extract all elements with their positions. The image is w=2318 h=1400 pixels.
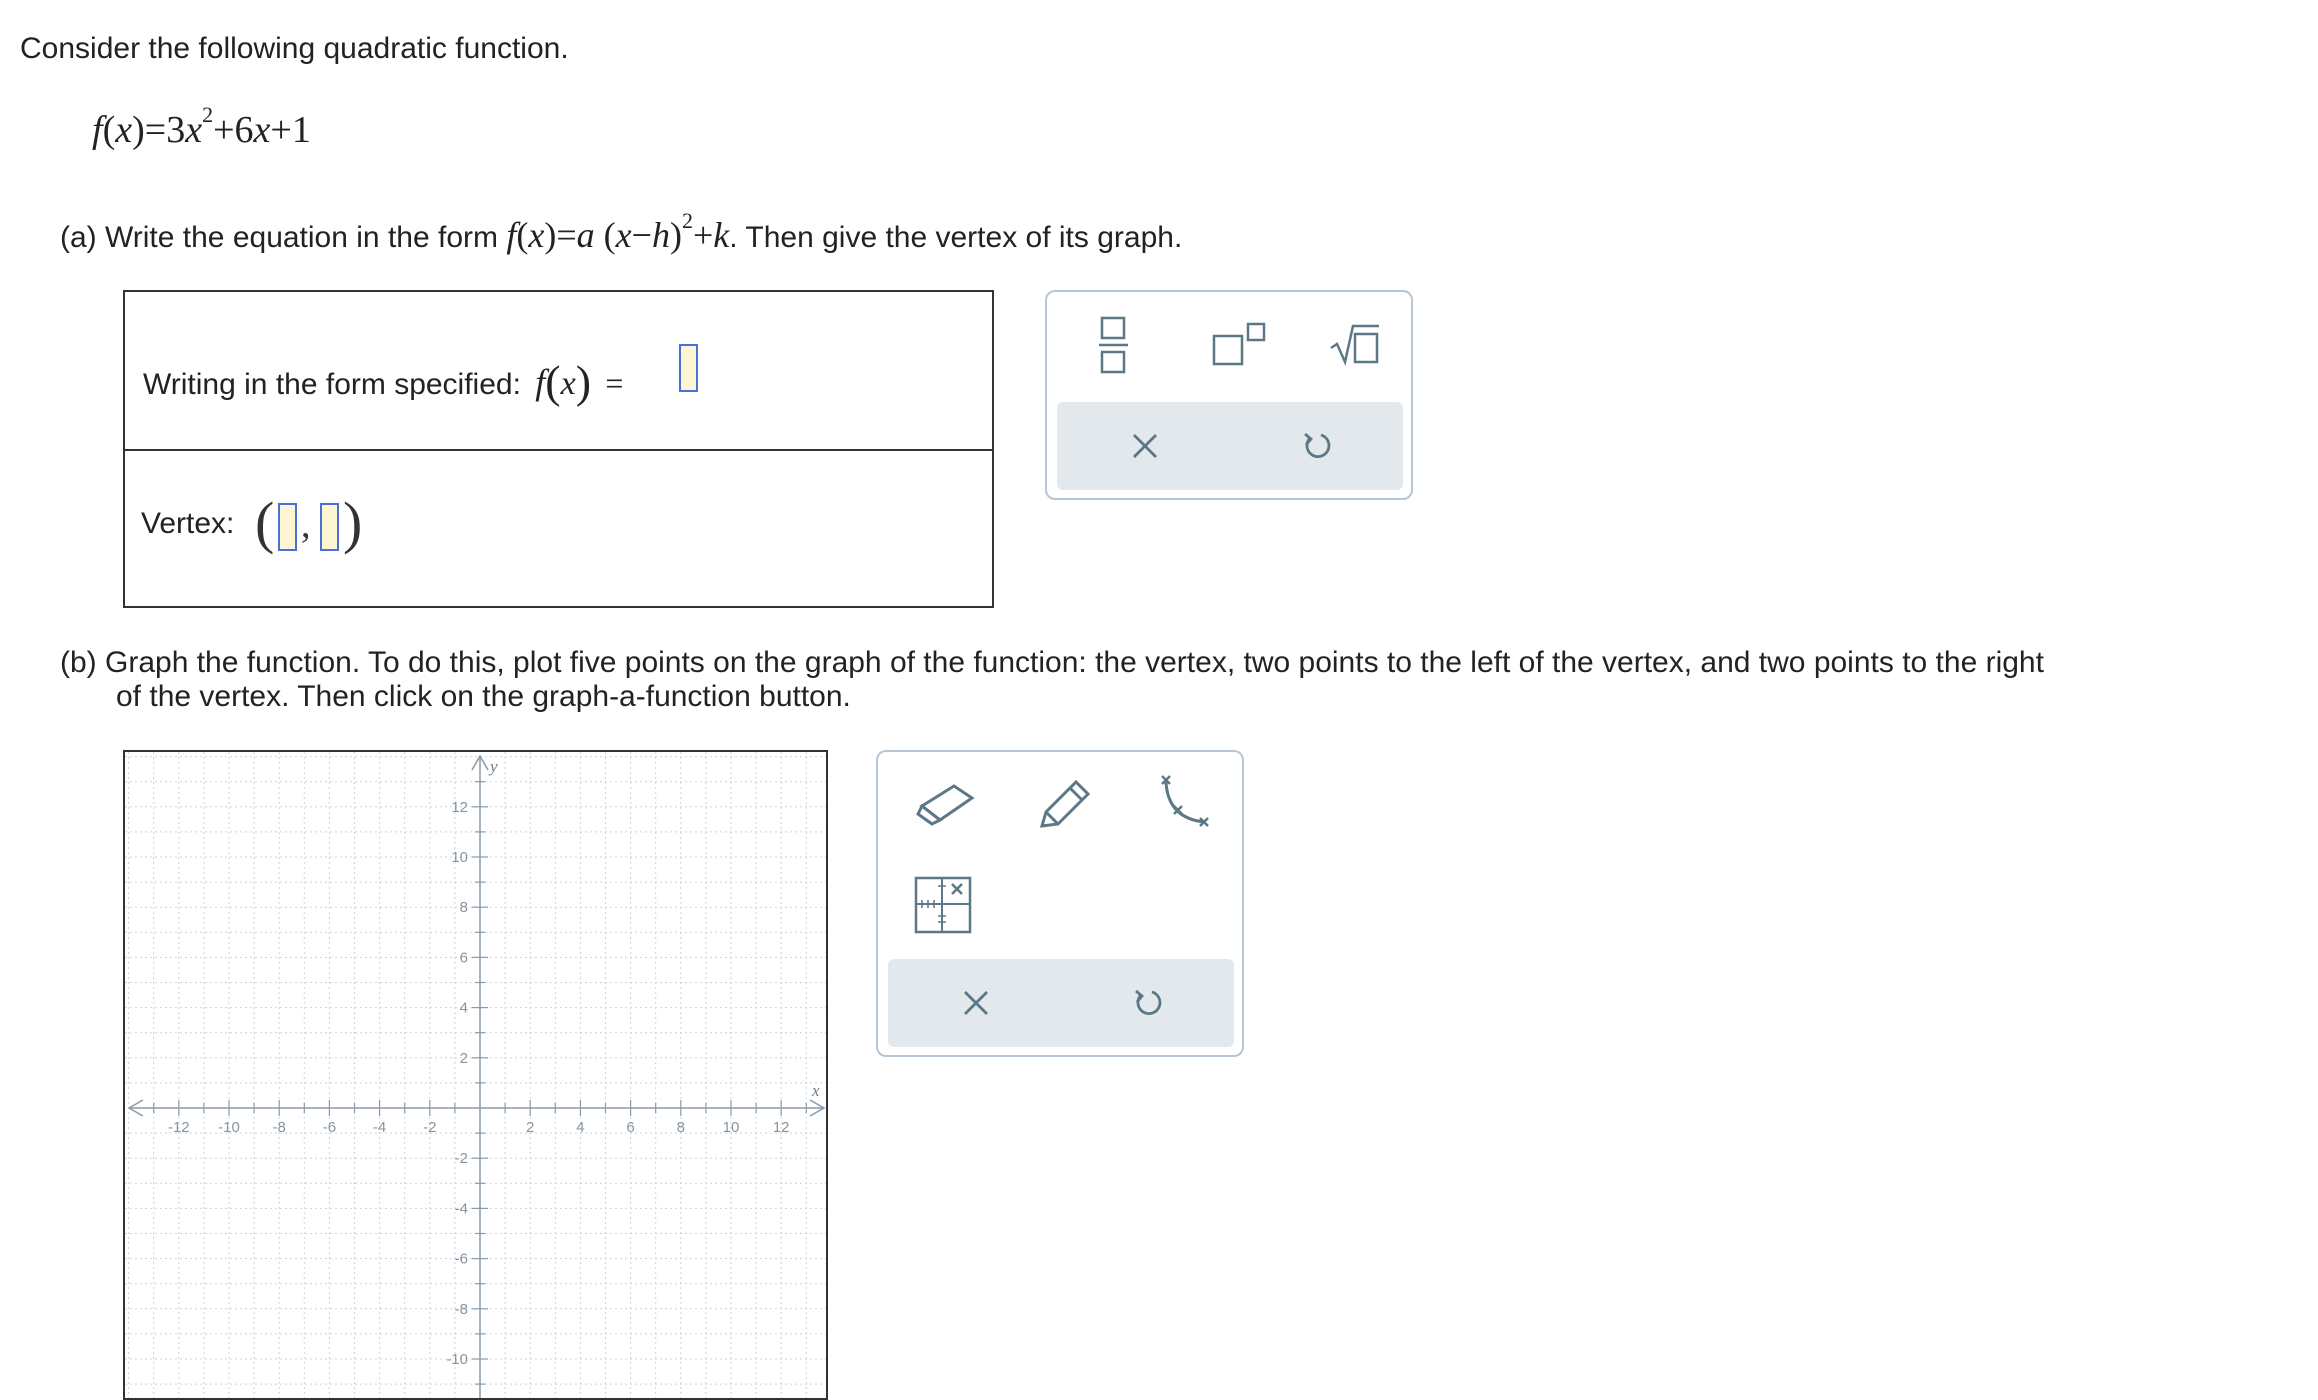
graph-canvas[interactable] <box>125 752 828 1400</box>
undo-icon[interactable] <box>1132 987 1164 1019</box>
y-tick-label: -10 <box>446 1351 468 1368</box>
x-tick-label: 4 <box>576 1119 585 1136</box>
function-equation <box>92 102 311 152</box>
y-tick-label: -4 <box>454 1200 468 1218</box>
vertex-paren-open: ( <box>255 490 275 555</box>
form-f: f <box>506 215 517 255</box>
part-a-prompt-end: . Then give the vertex of its graph. <box>729 221 1183 254</box>
form-open2: ( <box>594 215 616 255</box>
vertex-comma: , <box>301 504 311 546</box>
form-plus: + <box>692 215 714 255</box>
y-tick-label: 2 <box>459 1049 468 1067</box>
part-a-prompt <box>60 208 1183 256</box>
part-a-prompt-start: (a) Write the equation in the form <box>60 221 498 254</box>
y-tick-label: -6 <box>454 1250 468 1268</box>
y-tick-label: 6 <box>459 949 468 967</box>
undo-icon[interactable] <box>1301 430 1333 462</box>
graph-function-icon[interactable] <box>914 876 972 934</box>
func-var1: x <box>185 109 203 151</box>
equation-label-text: Writing in the form specified: <box>143 368 521 401</box>
x-tick-label: -2 <box>423 1119 437 1136</box>
x-tick-label: -12 <box>167 1119 190 1136</box>
equation-eq: = <box>605 365 624 401</box>
func-term2: 6 <box>234 109 254 151</box>
answer-row-equation <box>125 292 992 451</box>
func-plus1: + <box>213 109 235 151</box>
y-axis-label: y <box>490 757 498 776</box>
vertex-paren-close: ) <box>343 490 363 555</box>
equation-input[interactable] <box>679 344 698 392</box>
form-x: x <box>528 215 545 255</box>
equation-f: f <box>535 362 546 402</box>
func-paren-close: ) <box>132 109 145 151</box>
x-tick-label: -4 <box>372 1119 387 1136</box>
y-tick-label: 4 <box>459 999 468 1017</box>
clear-icon[interactable] <box>1131 432 1159 460</box>
func-var2: x <box>253 109 271 151</box>
x-tick-label: 6 <box>626 1119 635 1136</box>
form-close: ) <box>544 215 557 255</box>
equation-x: x <box>560 365 576 402</box>
graph-toolbar-actions <box>888 959 1234 1047</box>
form-k: k <box>713 215 730 255</box>
math-toolbox <box>1045 290 1413 500</box>
intro-text: Consider the following quadratic function. <box>20 32 569 65</box>
pencil-icon[interactable] <box>1034 774 1094 834</box>
form-minus: − <box>631 215 652 255</box>
func-coef: 3 <box>166 109 186 151</box>
func-f: f <box>92 109 103 151</box>
parabola-icon[interactable] <box>1154 774 1214 834</box>
form-eq: = <box>556 215 577 255</box>
sqrt-icon[interactable] <box>1329 322 1381 366</box>
y-tick-label: -8 <box>454 1300 468 1318</box>
x-tick-label: -6 <box>322 1119 337 1136</box>
func-const: 1 <box>291 109 311 151</box>
x-tick-label: 12 <box>772 1119 790 1136</box>
equation-paren-open: ( <box>545 356 561 407</box>
clear-icon[interactable] <box>962 989 990 1017</box>
func-eq: = <box>144 109 167 151</box>
form-x2: x <box>615 215 632 255</box>
y-tick-label: -2 <box>454 1150 468 1168</box>
func-x: x <box>115 109 133 151</box>
equation-row-label <box>143 352 623 405</box>
part-b-prompt-line2: of the vertex. Then click on the graph-a-function button. <box>116 680 851 713</box>
part-b-prompt-line1: (b) Graph the function. To do this, plot five points on the graph of the function: the vertex, two points to the left of the vertex, and two points to the right <box>60 646 2044 679</box>
vertex-x-input[interactable] <box>278 503 297 551</box>
x-tick-label: 8 <box>676 1119 685 1136</box>
graph-area[interactable] <box>123 750 828 1400</box>
x-tick-label: -8 <box>272 1119 286 1136</box>
x-tick-label: 10 <box>722 1119 740 1136</box>
form-open: ( <box>516 215 529 255</box>
form-exp: 2 <box>681 208 693 233</box>
form-a: a <box>576 215 595 255</box>
axes <box>129 756 824 1400</box>
func-exponent: 2 <box>202 102 214 128</box>
func-plus2: + <box>270 109 292 151</box>
answer-row-vertex <box>125 451 992 608</box>
graph-toolbox <box>876 750 1244 1057</box>
fraction-icon[interactable] <box>1097 316 1131 374</box>
vertex-y-input[interactable] <box>320 503 339 551</box>
vertex-label: Vertex: <box>141 507 235 540</box>
x-axis-label: x <box>812 1081 820 1100</box>
grid-lines <box>125 752 828 1400</box>
y-tick-label: 8 <box>459 899 468 917</box>
func-paren-open: ( <box>102 109 116 151</box>
tick-labels <box>168 757 820 1368</box>
x-tick-label: 2 <box>526 1119 535 1136</box>
form-h: h <box>651 215 670 255</box>
y-tick-label: 12 <box>451 798 468 816</box>
form-close2: ) <box>669 215 682 255</box>
answer-box <box>123 290 994 608</box>
y-tick-label: 10 <box>451 849 468 866</box>
superscript-icon[interactable] <box>1212 322 1268 368</box>
x-tick-label: -10 <box>218 1119 240 1136</box>
equation-paren-close: ) <box>575 356 592 407</box>
eraser-icon[interactable] <box>914 778 978 828</box>
math-toolbar-actions <box>1057 402 1403 490</box>
